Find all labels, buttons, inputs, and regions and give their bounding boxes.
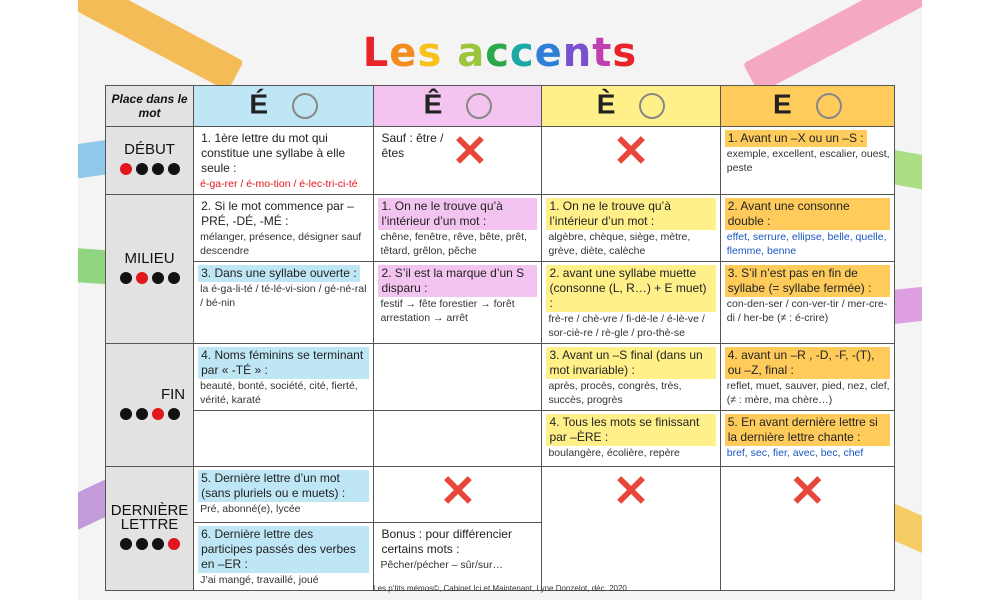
title-letter: e [389, 30, 418, 76]
accents-table [105, 85, 895, 591]
cell-derniere2-circ: Bonus : pour différencier certains mots : Pêcher/pécher – sûr/sur… [374, 523, 542, 591]
cross-icon: ✕ [439, 467, 477, 516]
poster [78, 0, 922, 600]
row-fin-2 [106, 411, 895, 467]
cell-milieu2-plain: 3. S’il n’est pas en fin de syllabe (= syllabe fermée) : con-den-ser / con-ver-tir / mer-cre-di / her-be (≠ : é-crire) [720, 262, 894, 344]
title-letter: c [509, 30, 535, 76]
place-header: Place dans le mot [106, 86, 194, 127]
cell-fin1-plain: 4. avant un –R , -D, -F, -(T), ou –Z, final : reflet, muet, sauver, pied, nez, clef, (≠ : mère, ma chère…) [720, 344, 894, 411]
title-letter: c [485, 30, 510, 76]
cell-milieu1-acute: 2. Si le mot commence par –PRÉ, -DÉ, -MÉ : mélanger, présence, désigner sauf descendre [194, 195, 374, 262]
footer-credit: Les p’tits mémos©, Cabinet Ici et Maintenant, Lyne Donzelot, déc. 2020 [373, 584, 627, 593]
cross-icon: ✕ [451, 127, 489, 176]
cell-derniere-grave [542, 467, 720, 591]
cross-icon: ✕ [612, 127, 650, 176]
row-label-milieu: MILIEU [106, 195, 194, 344]
cell-fin2-plain: 5. En avant dernière lettre si la dernière lettre chante : bref, sec, fier, avec, bec, chef [720, 411, 894, 467]
cell-milieu1-plain: 2. Avant une consonne double : effet, serrure, ellipse, belle, quelle, flemme, benne [720, 195, 894, 262]
acute-header: É [194, 86, 374, 127]
cell-milieu2-acute: 3. Dans une syllabe ouverte : la é-ga-li-té / té-lé-vi-sion / gé-né-ral / bé-nin [194, 262, 374, 344]
circ-header: Ê [374, 86, 542, 127]
cell-debut-acute: 1. 1ère lettre du mot qui constitue une syllabe à elle seule : é-ga-rer / é-mo-tion / é-lec-tri-ci-té [194, 127, 374, 195]
cell-fin2-grave: 4. Tous les mots se finissant par –ÈRE : boulangère, écolière, repère [542, 411, 720, 467]
title-letter: L [362, 30, 390, 76]
cell-derniere1-circ [374, 467, 542, 523]
title-letter: s [612, 30, 638, 76]
row-label-fin: FIN [106, 344, 194, 467]
cell-debut-plain: 1. Avant un –X ou un –S : exemple, excellent, escalier, ouest, peste [720, 127, 894, 195]
cross-icon: ✕ [612, 467, 650, 516]
grave-logo-icon [639, 93, 665, 119]
title-letter: e [534, 30, 563, 76]
row-milieu-2 [106, 262, 895, 344]
acute-logo-icon [292, 93, 318, 119]
cell-fin1-acute: 4. Noms féminins se terminant par « -TÉ » : beauté, bonté, société, cité, fierté, vérité, karaté [194, 344, 374, 411]
row-fin-1 [106, 344, 895, 411]
grave-header: È [542, 86, 720, 127]
cell-fin2-acute [194, 411, 374, 467]
cell-derniere1-acute: 5. Dernière lettre d’un mot (sans pluriels ou e muets) : Pré, abonné(e), lycée [194, 467, 374, 523]
row-milieu-1 [106, 195, 895, 262]
cell-derniere2-acute: 6. Dernière lettre des participes passés des verbes en –ER : J’ai mangé, travaillé, joué [194, 523, 374, 591]
circ-logo-icon [466, 93, 492, 119]
cell-fin1-circ [374, 344, 542, 411]
cell-milieu2-grave: 2. avant une syllabe muette (consonne (L, R…) + E muet) : frè-re / chè-vre / fi-dè-le / é-lè-ve / sor-ciè-re / rè-gle / pro-thè-se [542, 262, 720, 344]
cell-debut-grave [542, 127, 720, 195]
row-label-debut: DÉBUT [106, 127, 194, 195]
cell-milieu2-circ: 2. S’il est la marque d’un S disparu : festif → fête forestier → forêt arrestation → arrêt [374, 262, 542, 344]
cell-milieu1-circ: 1. On ne le trouve qu’à l’intérieur d’un mot : chêne, fenêtre, rêve, bête, prêt, têtard, grêlon, pêche [374, 195, 542, 262]
cell-milieu1-grave: 1. On ne le trouve qu’à l’intérieur d’un mot : algèbre, chèque, siège, mètre, grève, diète, calèche [542, 195, 720, 262]
title-letter [442, 30, 457, 76]
cell-derniere-plain [720, 467, 894, 591]
cell-fin1-grave: 3. Avant un –S final (dans un mot invariable) : après, procès, congrès, très, succès, progrès [542, 344, 720, 411]
header-row [106, 86, 895, 127]
cross-icon: ✕ [788, 467, 826, 516]
cell-debut-circ: Sauf : être / êtes ✕ [374, 127, 542, 195]
page-title [78, 30, 922, 76]
title-letter: n [562, 30, 593, 76]
plain-logo-icon [816, 93, 842, 119]
title-letter: a [457, 30, 486, 76]
plain-header: E [720, 86, 894, 127]
row-debut [106, 127, 895, 195]
row-derniere-1 [106, 467, 895, 523]
title-letter: s [417, 30, 443, 76]
title-letter: t [592, 30, 613, 76]
row-label-derniere: DERNIÈRE LETTRE [106, 467, 194, 591]
cell-fin2-circ [374, 411, 542, 467]
